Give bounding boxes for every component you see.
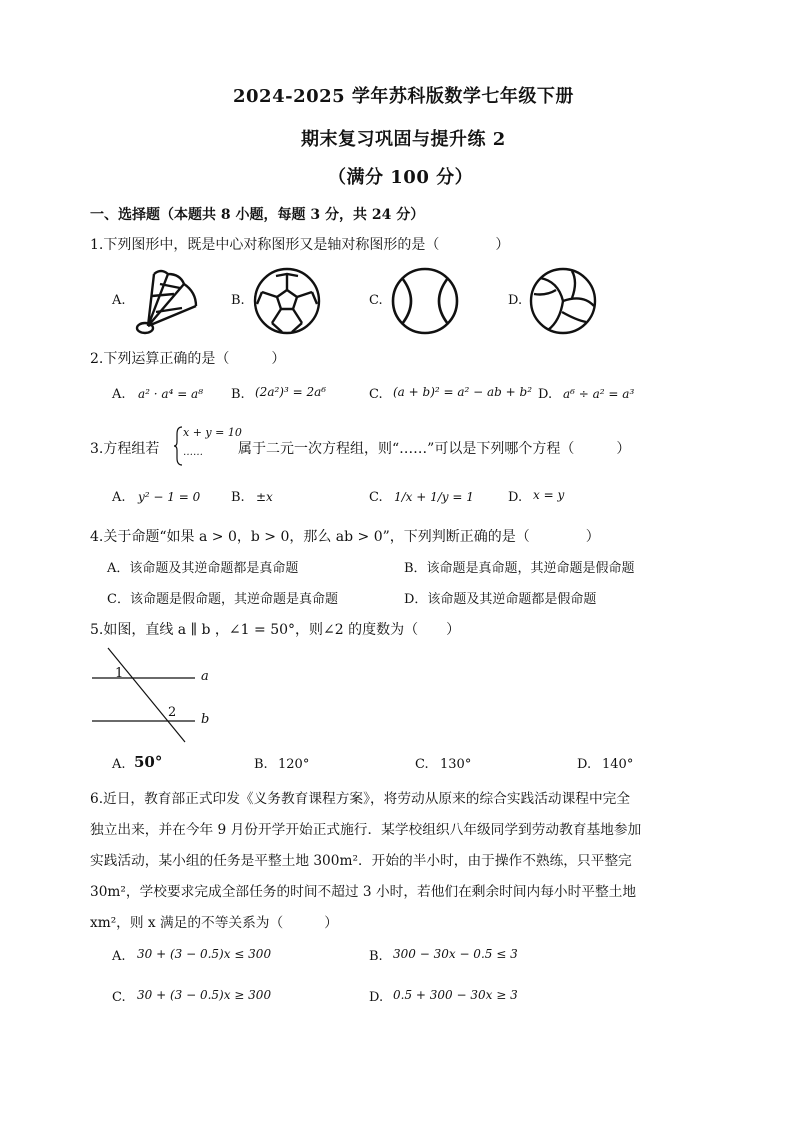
equation-system-brace: [173, 426, 183, 466]
q3-option-c: 1/x + 1/y = 1: [394, 490, 474, 504]
q1-option-a-label: A.: [112, 293, 126, 308]
q5-option-b: 120°: [278, 757, 310, 772]
q5-option-b-label: B.: [254, 757, 268, 772]
question-6-line4: 30m²，学校要求完成全部任务的时间不超过 3 小时，若他们在剩余时间内每小时平整土地: [90, 884, 637, 900]
parallel-lines-figure: [90, 644, 230, 744]
q2-option-d: a⁶ ÷ a² = a³: [563, 387, 635, 401]
document-title-line2: 期末复习巩固与提升练 2: [301, 129, 506, 150]
q3-option-c-label: C.: [369, 490, 383, 505]
angle-1-label: 1: [115, 666, 124, 681]
question-6-line1: 6.近日，教育部正式印发《义务教育课程方案》，将劳动从原来的综合实践活动课程中完全: [90, 791, 631, 807]
q3-option-d-label: D.: [508, 490, 523, 505]
badminton-shuttlecock-icon: [134, 266, 204, 336]
q3-option-b: ±x: [256, 490, 273, 504]
soccer-ball-icon: [252, 266, 322, 336]
q4-option-a: A．该命题及其逆命题都是真命题: [107, 561, 299, 576]
question-1-stem: 1.下列图形中，既是中心对称图形又是轴对称图形的是（ ）: [90, 237, 510, 253]
q6-option-b-label: B.: [369, 949, 383, 964]
tennis-ball-icon: [390, 266, 460, 336]
q4-option-c: C．该命题是假命题，其逆命题是真命题: [107, 592, 338, 607]
volleyball-icon: [528, 266, 598, 336]
q2-option-a-label: A.: [112, 387, 126, 402]
question-6-line3: 实践活动，某小组的任务是平整土地 300m²．开始的半小时，由于操作不熟练，只平整完: [90, 853, 632, 869]
q2-option-b-label: B.: [231, 387, 245, 402]
question-5-stem: 5.如图，直线 a ∥ b ，∠1 = 50°，则∠2 的度数为（ ）: [90, 622, 461, 638]
q3-system-line2: ……: [183, 447, 203, 458]
q5-option-c: 130°: [440, 757, 472, 772]
q3-option-a: y² − 1 = 0: [138, 490, 201, 504]
q5-option-d: 140°: [602, 757, 634, 772]
q4-option-b: B．该命题是真命题，其逆命题是假命题: [404, 561, 635, 576]
q3-option-d: x = y: [533, 488, 565, 502]
q6-option-d-label: D.: [369, 990, 384, 1005]
q6-option-a: 30 + (3 − 0.5)x ≤ 300: [137, 947, 272, 961]
question-6-line5: xm²，则 x 满足的不等关系为（ ）: [90, 915, 338, 931]
q5-option-c-label: C.: [415, 757, 429, 772]
line-b-label: b: [201, 712, 210, 727]
q2-option-d-label: D.: [538, 387, 553, 402]
q5-option-d-label: D.: [577, 757, 592, 772]
q6-option-c: 30 + (3 − 0.5)x ≥ 300: [137, 988, 272, 1002]
question-3-stem-prefix: 3.方程组若: [90, 441, 160, 457]
q3-system-line1: x + y = 10: [183, 426, 242, 439]
q5-option-a: 50°: [134, 753, 163, 771]
q4-option-d: D．该命题及其逆命题都是假命题: [404, 592, 597, 607]
question-3-stem-suffix: 属于二元一次方程组，则“……”可以是下列哪个方程（ ）: [238, 441, 631, 457]
angle-2-label: 2: [168, 705, 177, 720]
question-4-stem: 4.关于命题“如果 a > 0，b > 0，那么 ab > 0”，下列判断正确的是（ ）: [90, 529, 600, 545]
q5-option-a-label: A.: [112, 757, 126, 772]
q1-option-d-label: D.: [508, 293, 523, 308]
q1-option-b-label: B.: [231, 293, 245, 308]
question-2-stem: 2.下列运算正确的是（ ）: [90, 351, 286, 367]
q6-option-a-label: A.: [112, 949, 126, 964]
q3-option-a-label: A.: [112, 490, 126, 505]
document-title-line1: 2024-2025 学年苏科版数学七年级下册: [233, 86, 574, 107]
question-6-line2: 独立出来，并在今年 9 月份开学开始正式施行．某学校组织八年级同学到劳动教育基地参加: [90, 822, 642, 838]
q3-option-b-label: B.: [231, 490, 245, 505]
q2-option-c-label: C.: [369, 387, 383, 402]
section-heading: 一、选择题（本题共 8 小题，每题 3 分，共 24 分）: [90, 207, 425, 223]
q2-option-c: (a + b)² = a² − ab + b²: [393, 385, 533, 399]
q6-option-c-label: C.: [112, 990, 126, 1005]
document-title-line3: （满分 100 分）: [328, 167, 474, 188]
q6-option-b: 300 − 30x − 0.5 ≤ 3: [393, 947, 518, 961]
q6-option-d: 0.5 + 300 − 30x ≥ 3: [393, 988, 518, 1002]
line-a-label: a: [201, 669, 209, 684]
q2-option-b: (2a²)³ = 2a⁶: [255, 385, 327, 399]
q1-option-c-label: C.: [369, 293, 383, 308]
q2-option-a: a² · a⁴ = a⁸: [138, 387, 204, 401]
